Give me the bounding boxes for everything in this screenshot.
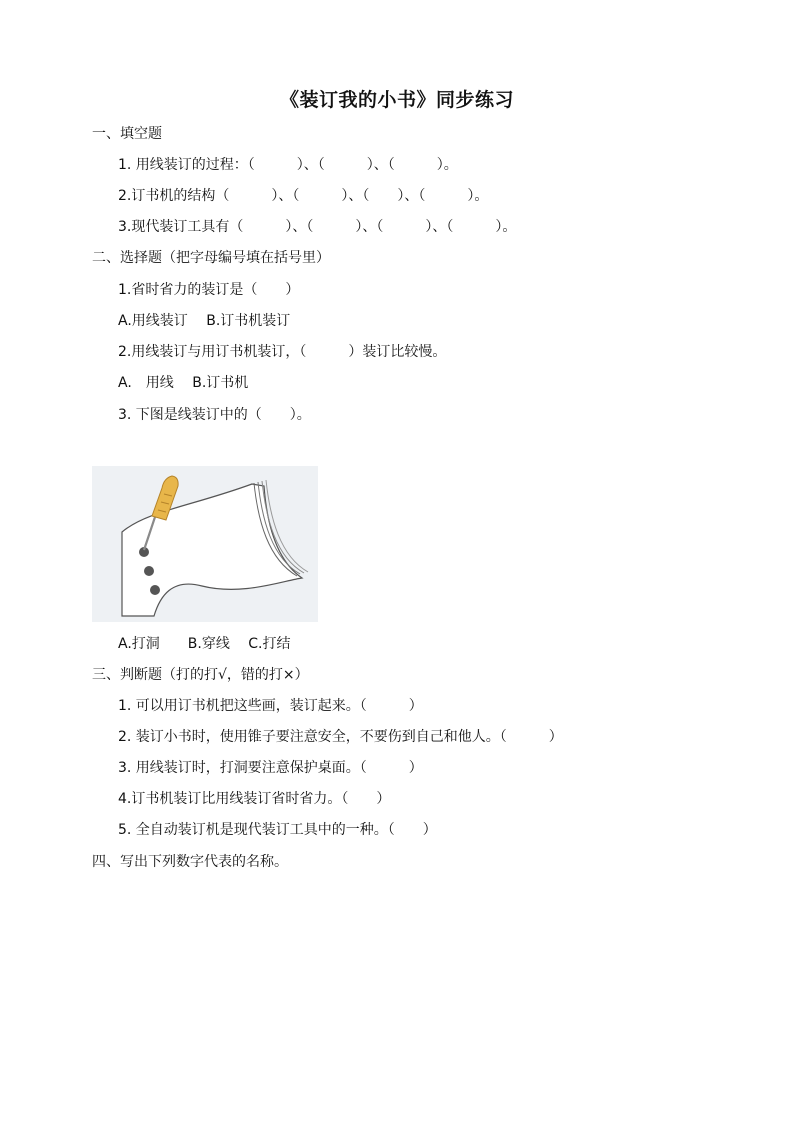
- choice-question-1-options: A.用线装订 B.订书机装订: [118, 313, 291, 329]
- judge-question-3: 3. 用线装订时，打洞要注意保护桌面。（ ）: [118, 760, 423, 776]
- section-heading-fill: 一、填空题: [92, 126, 162, 142]
- page-title: 《装订我的小书》同步练习: [279, 89, 514, 111]
- section-heading-judge: 三、判断题（打的打√，错的打×）: [92, 667, 309, 683]
- judge-question-5: 5. 全自动装订机是现代装订工具中的一种。（ ）: [118, 822, 437, 838]
- fill-question-2: 2.订书机的结构（ ）、（ ）、（ ）、（ ）。: [118, 188, 489, 204]
- judge-question-4: 4.订书机装订比用线装订省时省力。（ ）: [118, 791, 391, 807]
- choice-question-2-options: A. 用线 B.订书机: [118, 375, 249, 391]
- awl-punching-holes-illustration: [92, 466, 318, 622]
- choice-question-3: 3. 下图是线装订中的（ ）。: [118, 407, 311, 423]
- choice-question-1: 1.省时省力的装订是（ ）: [118, 282, 300, 298]
- fill-question-3: 3.现代装订工具有（ ）、（ ）、（ ）、（ ）。: [118, 219, 517, 235]
- judge-question-1: 1. 可以用订书机把这些画，装订起来。（ ）: [118, 698, 423, 714]
- choice-question-2: 2.用线装订与用订书机装订，（ ）装订比较慢。: [118, 344, 447, 360]
- section-heading-choice: 二、选择题（把字母编号填在括号里）: [92, 250, 330, 266]
- judge-question-2: 2. 装订小书时，使用锥子要注意安全，不要伤到自己和他人。（ ）: [118, 729, 563, 745]
- fill-question-1: 1. 用线装订的过程：（ ）、（ ）、（ ）。: [118, 157, 458, 173]
- section-heading-naming: 四、写出下列数字代表的名称。: [92, 854, 288, 870]
- choice-question-3-options: A.打洞 B.穿线 C.打结: [118, 636, 291, 652]
